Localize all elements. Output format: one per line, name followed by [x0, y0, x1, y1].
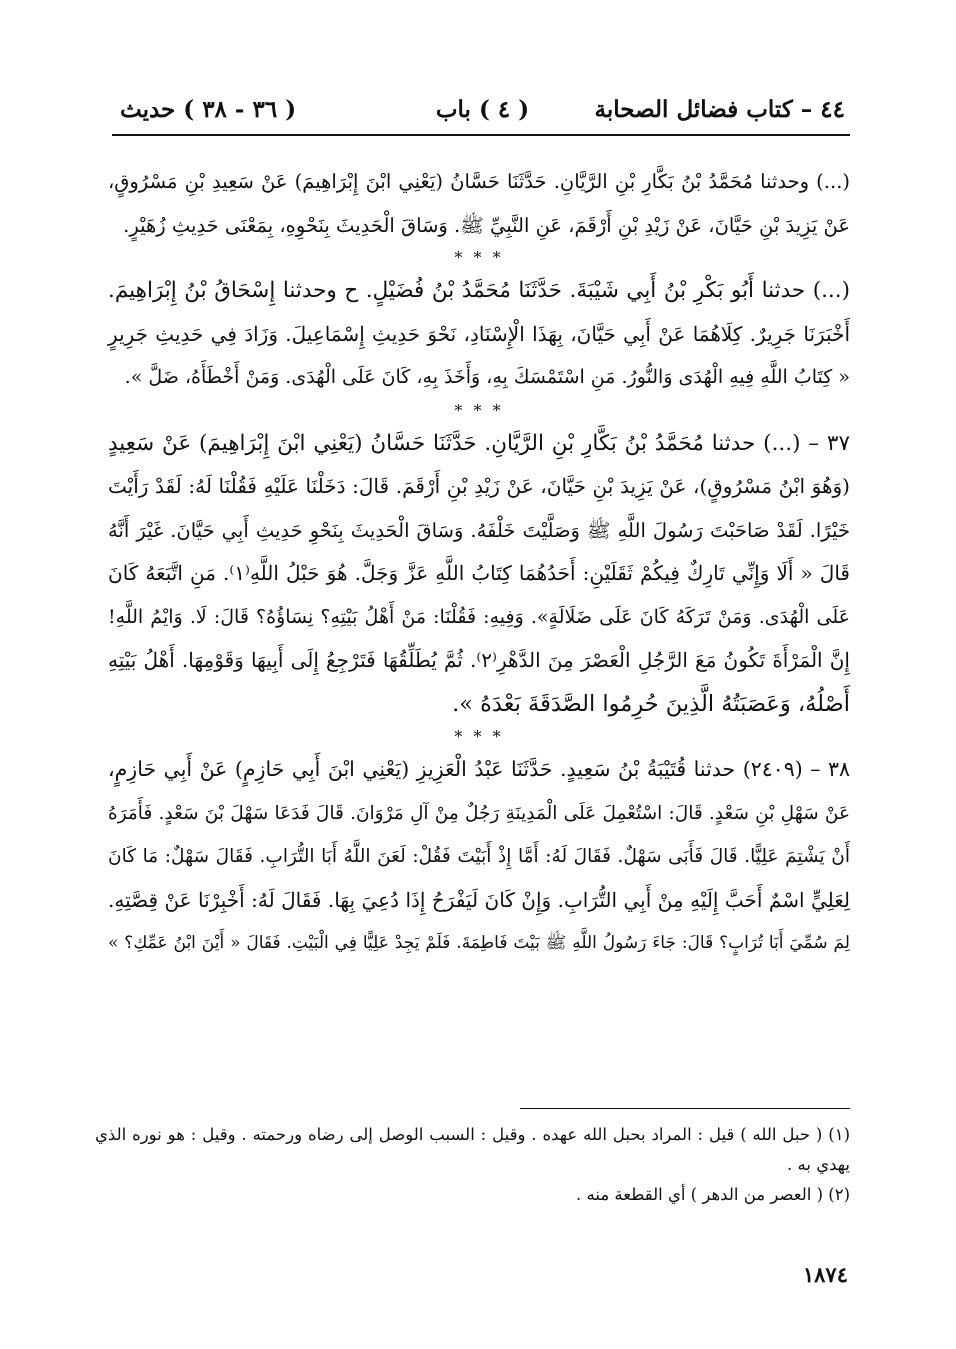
section-separator: * * *	[454, 248, 504, 267]
footnote-rule	[520, 1108, 850, 1109]
footnote-1-continued: يهدي به .	[787, 1155, 850, 1174]
text-line: (...) وحدثنا مُحَمَّدُ بْنُ بَكَّارِ بْنِ الرَّيَّانِ. حَدَّثَنَا حَسَّانُ (يَعْنِي ابْنَ إِبْرَاهِيمَ) عَنْ سَعِيدِ بْنِ مَسْرُوقٍ،	[108, 170, 850, 193]
text-line: ٣٨ – (٢٤٠٩) حدثنا قُتَيْبَةُ بْنُ سَعِيدٍ. حَدَّثَنَا عَبْدُ الْعَزِيزِ (يَعْنِي ابْنَ أَبِي حَازِمٍ) عَنْ أَبِي حَازِمٍ،	[108, 757, 851, 781]
section-separator: * * *	[454, 400, 504, 420]
text-line: أَخْبَرَنَا جَرِيرٌ. كِلَاهُمَا عَنْ أَبِي حَيَّانَ، بِهَذَا الْإِسْنَادِ، نَحْوَ حَدِيثِ إِسْمَاعِيلَ. وَزَادَ فِي حَدِيثِ جَرِيرٍ	[108, 321, 850, 346]
text-line: لِمَ سُمِّيَ أَبَا تُرَابٍ؟ قَالَ: جَاءَ رَسُولُ اللَّهِ ﷺ بَيْتَ فَاطِمَةَ. فَلَمْ يَجِدْ عَلِيًّا فِي الْبَيْتِ. فَقَالَ « أَيْنَ ابْنُ عَمِّكِ؟ »	[108, 933, 850, 953]
header-rule	[112, 134, 850, 136]
text-line: عَنْ يَزِيدَ بْنِ حَيَّانَ، عَنْ زَيْدِ بْنِ أَرْقَمَ، عَنِ النَّبِيِّ ﷺ. وَسَاقَ الْحَدِيثَ بِنَحْوِهِ، بِمَعْنَى حَدِيثِ زُهَيْرٍ.	[123, 213, 850, 237]
main-text	[108, 160, 850, 966]
text-line: أَصْلُهُ، وَعَصَبَتُهُ الَّذِينَ حُرِمُوا الصَّدَقَةَ بَعْدَهُ ».	[452, 690, 850, 717]
running-header	[120, 96, 845, 132]
text-line: (وَهُوَ ابْنُ مَسْرُوقٍ)، عَنْ يَزِيدَ بْنِ حَيَّانَ، عَنْ زَيْدِ بْنِ أَرْقَمَ. قَالَ: دَخَلْنَا عَلَيْهِ فَقُلْنَا لَهُ: لَقَدْ رَأَيْتَ	[108, 474, 850, 498]
text-line: قَالَ « أَلَا وَإِنِّي تَارِكٌ فِيكُمْ ثَقَلَيْنِ: أَحَدُهُمَا كِتَابُ اللَّهِ عَزَّ وَجَلَّ. هُوَ حَبْلُ اللَّهِ⁽١⁾. مَنِ اتَّبَعَهُ كَانَ	[108, 561, 850, 585]
text-line: أَنْ يَشْتِمَ عَلِيًّا. قَالَ فَأَبَى سَهْلٌ. فَقَالَ لَهُ: أَمَّا إِذْ أَبَيْتَ فَقُلْ: لَعَنَ اللَّهُ أَبَا التُّرَابِ. فَقَالَ سَهْلٌ: مَا كَانَ	[108, 846, 850, 867]
hadith-paragraph	[108, 269, 850, 400]
text-line: عَلَى الْهُدَى. وَمَنْ تَرَكَهُ كَانَ عَلَى ضَلَالَةٍ». وَفِيهِ: فَقُلْنَا: مَنْ أَهْلُ بَيْتِهِ؟ نِسَاؤُهُ؟ قَالَ: لَا. وَايْمُ اللَّهِ!	[108, 605, 850, 628]
hadith-paragraph-38	[108, 748, 850, 966]
section-separator: * * *	[454, 727, 504, 746]
text-line: (...) حدثنا أَبُو بَكْرِ بْنُ أَبِي شَيْبَةَ. حَدَّثَنَا مُحَمَّدُ بْنُ فُضَيْلٍ. ح وحدثنا إِسْحَاقُ بْنُ إِبْرَاهِيمَ.	[108, 278, 850, 303]
page-number: ١٨٧٤	[802, 1262, 848, 1287]
header-chapter: ( ٤ ) باب	[435, 96, 530, 123]
header-hadith-range: ( ٣٦ - ٣٨ ) حديث	[120, 96, 297, 123]
text-line: « كِتَابُ اللَّهِ فِيهِ الْهُدَى وَالنُّورُ. مَنِ اسْتَمْسَكَ بِهِ، وَأَخَذَ بِهِ، كَانَ عَلَى الْهُدَى. وَمَنْ أَخْطَأَهُ، ضَلَّ ».	[124, 366, 850, 388]
hadith-paragraph-37	[108, 422, 850, 727]
footnotes	[95, 1120, 850, 1210]
text-line: خَيْرًا. لَقَدْ صَاحَبْتَ رَسُولَ اللَّهِ ﷺ وَصَلَّيْتَ خَلْفَهُ. وَسَاقَ الْحَدِيثَ بِنَحْوِ حَدِيثِ أَبِي حَيَّانَ. غَيْرَ أَنَّهُ	[108, 518, 850, 542]
hadith-paragraph	[108, 160, 850, 247]
footnote-2: (٢) ( العصر من الدهر ) أي القطعة منه .	[576, 1185, 850, 1204]
text-line: إِنَّ الْمَرْأَةَ تَكُونُ مَعَ الرَّجُلِ الْعَصْرَ مِنَ الدَّهْرِ⁽٢⁾. ثُمَّ يُطَلِّقُهَا فَتَرْجِعُ إِلَى أَبِيهَا وَقَوْمِهَا. أَهْلُ بَيْتِهِ	[108, 648, 850, 672]
text-line: لِعَلِيٍّ اسْمٌ أَحَبَّ إِلَيْهِ مِنْ أَبِي التُّرَابِ. وَإِنْ كَانَ لَيَفْرَحُ إِذَا دُعِيَ بِهَا. فَقَالَ لَهُ: أَخْبِرْنَا عَنْ قِصَّتِهِ.	[108, 887, 850, 912]
text-line: ٣٧ – (...) حدثنا مُحَمَّدُ بْنُ بَكَّارِ بْنِ الرَّيَّانِ. حَدَّثَنَا حَسَّانُ (يَعْنِي ابْنَ إِبْرَاهِيمَ) عَنْ سَعِيدٍ	[108, 430, 850, 456]
footnote-1: (١) ( حبل الله ) قيل : المراد بحبل الله عهده . وقيل : السبب الوصل إلى رضاه ورحمته . وقيل : هو نوره الذي	[95, 1125, 850, 1144]
text-line: عَنْ سَهْلِ بْنِ سَعْدٍ. قَالَ: اسْتُعْمِلَ عَلَى الْمَدِينَةِ رَجُلٌ مِنْ آلِ مَرْوَانَ. قَالَ فَدَعَا سَهْلَ بْنَ سَعْدٍ. فَأَمَرَهُ	[108, 802, 850, 824]
header-book-title: ٤٤ – كتاب فضائل الصحابة	[594, 96, 845, 123]
